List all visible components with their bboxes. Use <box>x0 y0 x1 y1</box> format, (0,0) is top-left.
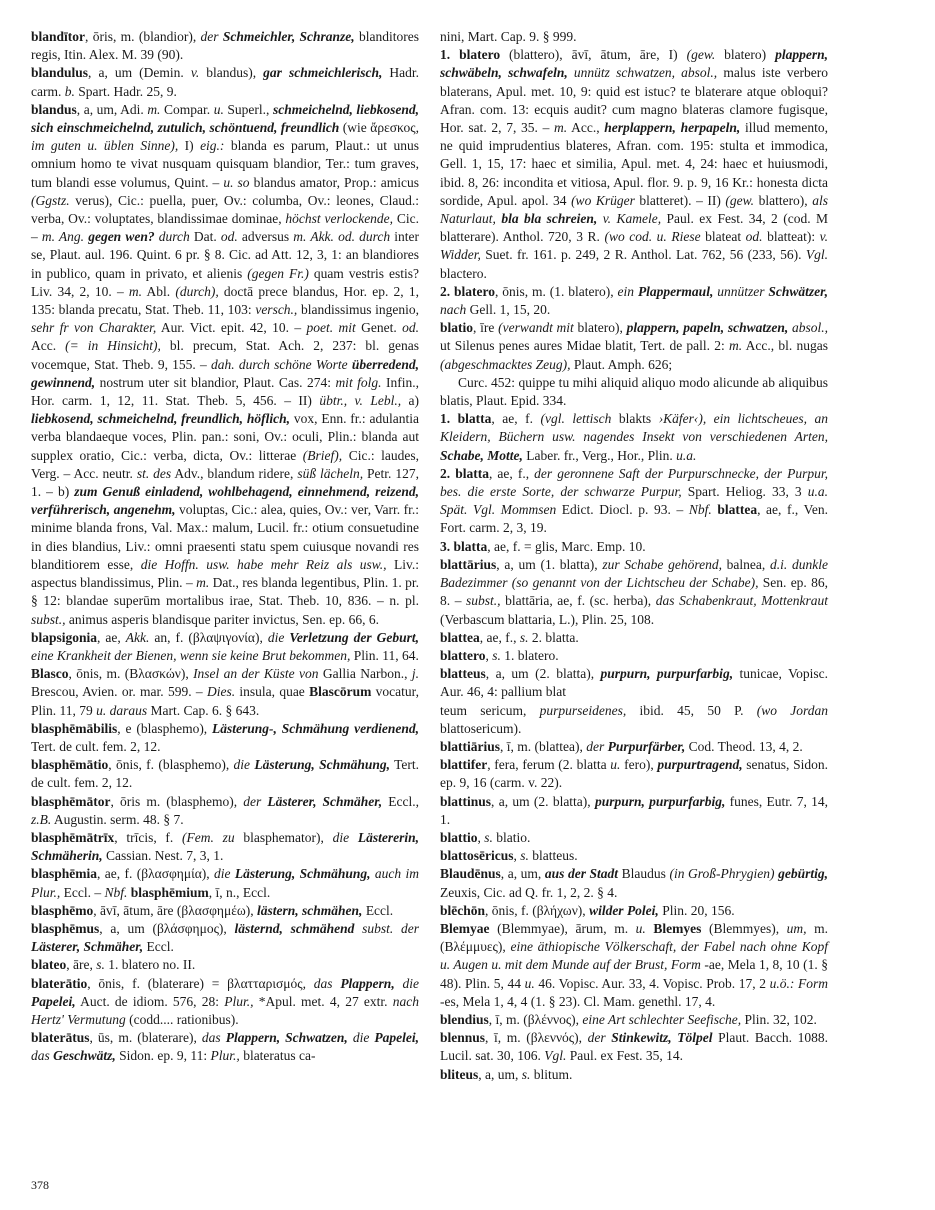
right-entry: Blaudēnus, a, um, aus der Stadt Blaudus (in Groß-Phrygien) gebürtig, Zeuxis, Cic. ad Q. fr. 1, 2, 2. § 4. <box>440 866 828 900</box>
left-entry: blateo, āre, s. 1. blatero no. II. <box>31 957 196 973</box>
right-entry: blatio, īre (verwandt mit blatero), plappern, papeln, schwatzen, absol., ut Silenus penes aures Midae blatit, Tert. de pall. 2: m. Acc., bl. nugas (abgeschmacktes Zeug), Plaut. Amph. 626; <box>440 320 828 372</box>
left-entry: blasphēmus, a, um (βλάσφημος), lästernd, schmähend subst. der Lästerer, Schmäher, Eccl. <box>31 920 419 955</box>
page-number: 378 <box>31 1178 49 1192</box>
left-entry: blapsigonia, ae, Akk. an, f. (βλαψιγονία), die Verletzung der Geburt, eine Krankheit der Bienen, wenn sie keine Brut bekommen, Plin. 11, 64. <box>31 629 420 663</box>
left-entry: blasphēmātrīx, trīcis, f. (Fem. zu blasphemator), die Lästererin, Schmäherin, Cassian. Nest. 7, 3, 1. <box>31 829 419 864</box>
left-column <box>31 28 419 1066</box>
right-entry: 3. blatta, ae, f. = glis, Marc. Emp. 10. <box>440 538 646 554</box>
right-entry: blēchōn, ōnis, f. (βλήχων), wilder Polei, Plin. 20, 156. <box>440 902 735 918</box>
right-entry: Curc. 452: quippe tu mihi aliquid aliquo modo alicunde ab aliquibus blatis, Plaut. Epid. 334. <box>440 374 828 409</box>
right-entry: 1. blatero (blattero), āvī, ātum, āre, I) (gew. blatero) plappern, schwäbeln, schwafeln, unnütz schwatzen, absol., malus iste verbero blaterans, Apul. met. 10, 9: quid est istuc? te blaterare atque obloqui? Afran. com. 13: ecquis audit? cum magno blateras clamore fugisque, Hor. sat. 2, 7, 35. – m. Acc., herplappern, herpapeln, illud memento, ne quid imprudentius blateres, Afran. com. 195: stulta et immodica, Gell. 1, 15, 17: haec et similia, Apul. met. 4, 24: haec et huiusmodi, ibid. 8, 26: incondita et vitiosa, Apul. flor. 9. p. 9, 16 Kr.: honesta dicta sordide, Apul. apol. 34 (wo Krüger blatteret). – II) (gew. blattero), als Naturlaut, bla bla schreien, v. Kamele, Paul. ex Fest. 34, 2 (cod. M blatterare). Anthol. 720, 3 R. (wo cod. u. Riese blateat od. blatteat): v. Widder, Suet. fr. 161. p. 249, 2 R. Anthol. Lat. 762, 56 (233, 56). Vgl. blactero. <box>440 47 829 281</box>
right-entry: blattārius, a, um (1. blatta), zur Schabe gehörend, balnea, d.i. dunkle Badezimmer (so genannt von der Lichtscheu der Schabe), Sen. ep. 86, 8. – subst., blattāria, ae, f. (sc. herba), das Schabenkraut, Mottenkraut (Verbascum blattaria, L.), Plin. 25, 108. <box>440 556 828 627</box>
right-entry: 2. blatero, ōnis, m. (1. blatero), ein Plappermaul, unnützer Schwätzer, nach Gell. 1, 15, 20. <box>440 283 829 318</box>
right-entry: blendius, ī, m. (βλέννος), eine Art schlechter Seefische, Plin. 32, 102. <box>440 1011 817 1027</box>
left-entry: blandus, a, um, Adi. m. Compar. u. Superl., schmeichelnd, liebkosend, sich einschmeichelnd, zutulich, schöntuend, freundlich (wie ἄρεσκος, im guten u. üblen Sinne), I) eig.: blanda es parum, Plaut.: ut unus omnium homo te vivat nusquam quisquam blandior, Ter.: tum graves, tum blandi esse volumus, Quint. – u. so blandus amator, Prop.: amicus (Ggstz. verus), Cic.: puella, puer, Ov.: columba, Ov.: leones, Claud.: verba, Ov.: voluptates, blandissimae dominae, höchst verlockende, Cic. – m. Ang. gegen wen? durch Dat. od. adversus m. Akk. od. durch inter se, Plaut. aul. 196. Quint. 6 pr. § 8. Cic. ad Att. 12, 3, 1: an blandiores in publico, quam in privato, et alienis (gegen Fr.) quam vestris estis? Liv. 34, 2, 10. – m. Abl. (durch), doctā prece blandus, Hor. ep. 2, 1, 135: blanda precatu, Stat. Theb. 11, 103: versch., blandissimus ingenio, sehr fr von Charakter, Aur. Vict. epit. 42, 10. – poet. mit Genet. od. Acc. (= in Hinsicht), bl. precum, Stat. Ach. 2, 237: bl. genas vocemque, Stat. Theb. 9, 155. – dah. durch schöne Worte überredend, gewinnend, nostrum uter sit blandior, Plaut. Cas. 274: mit folg. Infin., Hor. carm. 1, 12, 11. Stat. Theb. 5, 456. – II) übtr., v. Lebl., a) liebkosend, schmeichelnd, freundlich, höflich, vox, Enn. fr.: adulantia verba blandaeque voces, Plin. pan.: soni, Ov.: oculi, Plin.: blanda aut supplex oratio, Cic.: verba, dicta, Ov.: litterae (Brief), Cic.: laudes, Verg. – Acc. neutr. st. des Adv., blandum ridere, süß lächeln, Petr. 127, 1. – b) zum Genuß einladend, wohlbehagend, einnehmend, reizend, verführerisch, angenehm, voluptas, Cic.: alea, quies, Ov.: ver, Varr. fr.: minime blanda frons, Val. Max.: malum, Lucil. fr.: otium consuetudine in dies blandius, Liv.: omni praesenti statu spem cuiusque novandi res blanditiorem esse, die Hoffn. usw. habe mehr Reiz als usw., Liv.: aspectus blandissimus, Plin. – m. Dat., res blanda legentibus, Plin. 1. pr. § 12: blandae superūm mortalibus irae, Stat. Theb. 10, 836. – n. pl. subst., animus asperis blandisque pariter invictus, Sen. ep. 66, 6. <box>31 101 420 627</box>
left-entry: blasphēmātor, ōris m. (blasphemo), der Lästerer, Schmäher, Eccl., z.B. Augustin. serm. 48. § 7. <box>31 793 420 827</box>
right-entry: blattinus, a, um (2. blatta), purpurn, purpurfarbig, funes, Eutr. 7, 14, 1. <box>440 793 828 827</box>
left-entry: blaterātio, ōnis, f. (blaterare) = βλατταρισμός, das Plappern, die Papelei, Auct. de idiom. 576, 28: Plur., *Apul. met. 4, 27 extr. nach Hertz' Vermutung (codd.... rationibus). <box>31 975 419 1027</box>
right-entry: blattea, ae, f., s. 2. blatta. <box>440 629 579 645</box>
left-entry: blasphēmia, ae, f. (βλασφημία), die Lästerung, Schmähung, auch im Plur., Eccl. – Nbf. blasphēmium, ī, n., Eccl. <box>31 866 420 900</box>
left-entry: blasphēmo, āvī, ātum, āre (βλασφημέω), lästern, schmähen, Eccl. <box>31 902 394 918</box>
right-entry: blattiārius, ī, m. (blattea), der Purpurfärber, Cod. Theod. 13, 4, 2. <box>440 738 803 754</box>
right-entry: blattifer, fera, ferum (2. blatta u. fero), purpurtragend, senatus, Sidon. ep. 9, 16 (carm. v. 22). <box>440 757 828 791</box>
right-entry: nini, Mart. Cap. 9. § 999. <box>440 29 577 44</box>
right-entry: blatteus, a, um (2. blatta), purpurn, purpurfarbig, tunicae, Vopisc. Aur. 46, 4: pallium blat <box>440 666 828 700</box>
left-entry: blandulus, a, um (Demin. v. blandus), gar schmeichlerisch, Hadr. carm. b. Spart. Hadr. 25, 9. <box>31 65 419 99</box>
right-entry: Blemyae (Blemmyae), ārum, m. u. Blemyes (Blemmyes), um, m. (Βλέμμυες), eine äthiopische Völkerschaft, der Fabel nach ohne Kopf u. Augen u. mit dem Munde auf der Brust, Form -ae, Mela 1, 8, 10 (1. § 48). Plin. 5, 44 u. 46. Vopisc. Aur. 33, 4. Vopisc. Prob. 17, 2 u.ö.: Form -es, Mela 1, 4, 4 (1. § 23). Cl. Mam. genethl. 17, 4. <box>440 920 829 1009</box>
left-entry: blasphēmātio, ōnis, f. (blasphemo), die Lästerung, Schmähung, Tert. de cult. fem. 2, 12. <box>31 757 419 791</box>
right-entry: bliteus, a, um, s. blitum. <box>440 1066 573 1082</box>
left-entry: Blasco, ōnis, m. (Βλασκών), Insel an der Küste von Gallia Narbon., j. Brescou, Avien. or. mar. 599. – Dies. insula, quae Blascōrum vocatur, Plin. 11, 79 u. daraus Mart. Cap. 6. § 643. <box>31 666 419 718</box>
right-entry: blennus, ī, m. (βλεννός), der Stinkewitz, Tölpel Plaut. Bacch. 1088. Lucil. sat. 30, 106. Vgl. Paul. ex Fest. 35, 14. <box>440 1030 828 1064</box>
left-entry: blandītor, ōris, m. (blandior), der Schmeichler, Schranze, blanditores regis, Itin. Alex. M. 39 (90). <box>31 29 419 63</box>
left-entry: blaterātus, ūs, m. (blaterare), das Plappern, Schwatzen, die Papelei, das Geschwätz, Sidon. ep. 9, 11: Plur., blateratus ca- <box>31 1030 419 1064</box>
right-entry: blattosēricus, s. blatteus. <box>440 848 578 864</box>
right-entry: 2. blatta, ae, f., der geronnene Saft der Purpurschnecke, der Purpur, bes. die erste Sorte, der schwarze Purpur, Spart. Heliog. 33, 3 u.a. Spät. Vgl. Mommsen Edict. Diocl. p. 93. – Nbf. blattea, ae, f., Ven. Fort. carm. 2, 3, 19. <box>440 465 828 536</box>
right-entry: teum sericum, purpurseidenes, ibid. 45, 50 P. (wo Jordan blattosericum). <box>440 702 828 736</box>
left-entry: blasphēmābilis, e (blasphemo), Lästerung-, Schmähung verdienend, Tert. de cult. fem. 2, 12. <box>31 720 419 754</box>
right-entry: blattio, s. blatio. <box>440 829 531 845</box>
right-entry: 1. blatta, ae, f. (vgl. lettisch blakts ›Käfer‹), ein lichtscheues, an Kleidern, Büchern usw. nagendes Insekt von verschiedenen Arten, Schabe, Motte, Laber. fr., Verg., Hor., Plin. u.a. <box>440 411 829 463</box>
right-entry: blattero, s. 1. blatero. <box>440 647 559 663</box>
right-column <box>440 28 828 1084</box>
